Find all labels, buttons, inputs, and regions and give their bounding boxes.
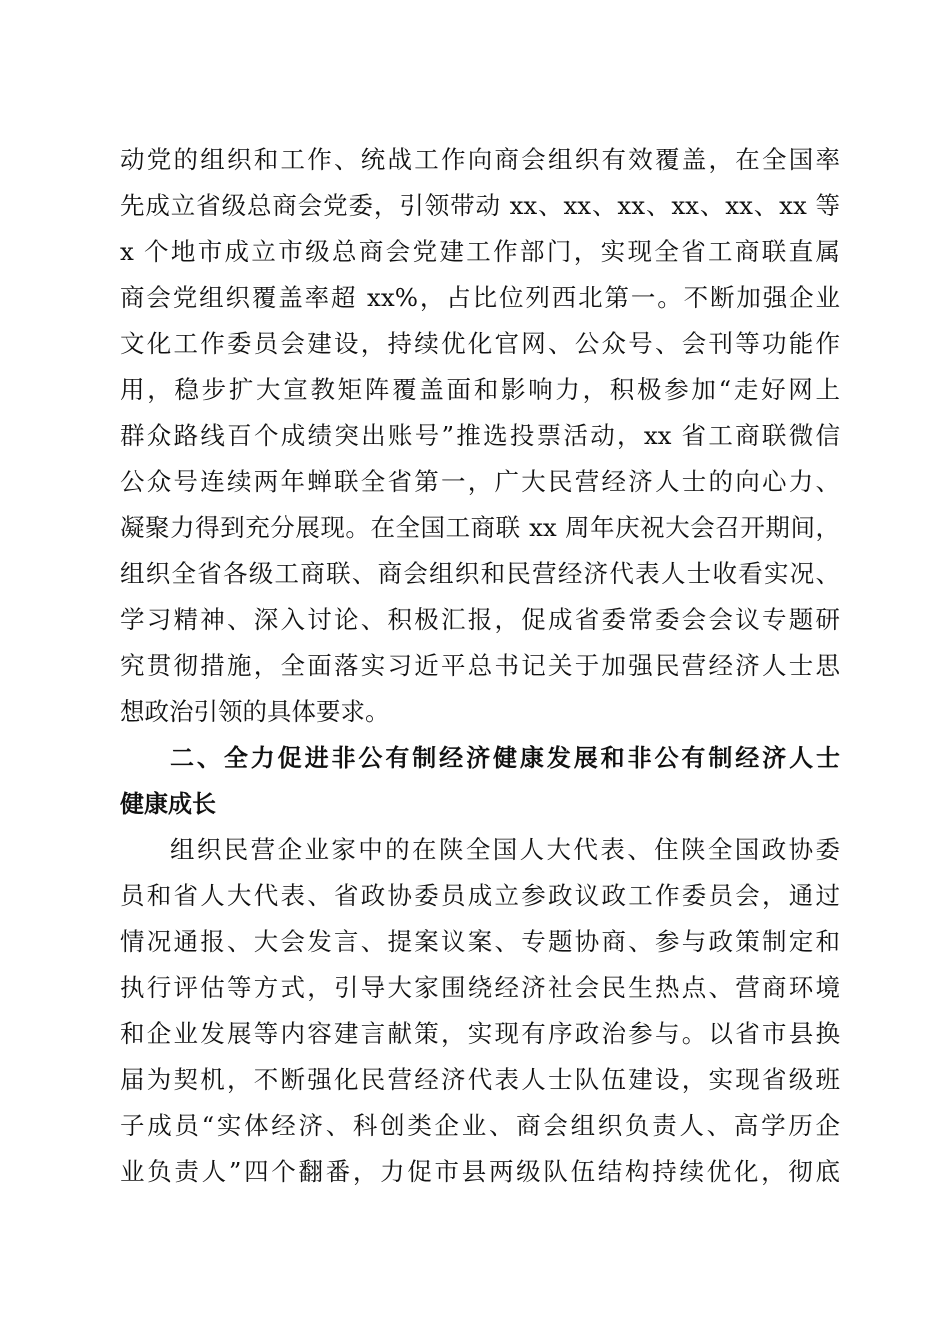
paragraph-line: x 个地市成立市级总商会党建工作部门，实现全省工商联直属 — [120, 237, 840, 266]
paragraph-line: 动党的组织和工作、统战工作向商会组织有效覆盖，在全国率 — [120, 145, 840, 174]
section-heading: 二、全力促进非公有制经济健康发展和非公有制经济人士 — [170, 744, 840, 772]
paragraph-line: 和企业发展等内容建言献策，实现有序政治参与。以省市县换 — [120, 1019, 840, 1048]
paragraph-line: 用，稳步扩大宣教矩阵覆盖面和影响力，积极参加“走好网上 — [120, 375, 840, 404]
paragraph-line: 学习精神、深入讨论、积极汇报，促成省委常委会会议专题研 — [120, 605, 840, 634]
paragraph-line: 文化工作委员会建设，持续优化官网、公众号、会刊等功能作 — [120, 329, 840, 358]
paragraph-line: 商会党组织覆盖率超 xx%，占比位列西北第一。不断加强企业 — [120, 283, 840, 312]
paragraph-line: 群众路线百个成绩突出账号”推选投票活动，xx 省工商联微信 — [120, 421, 840, 450]
paragraph-line: 组织民营企业家中的在陕全国人大代表、住陕全国政协委 — [170, 835, 840, 864]
paragraph-line: 公众号连续两年蝉联全省第一，广大民营经济人士的向心力、 — [120, 467, 840, 496]
paragraph-line: 究贯彻措施，全面落实习近平总书记关于加强民营经济人士思 — [120, 651, 840, 680]
paragraph-line: 先成立省级总商会党委，引领带动 xx、xx、xx、xx、xx、xx 等 — [120, 191, 840, 220]
paragraph-line: 情况通报、大会发言、提案议案、专题协商、参与政策制定和 — [120, 927, 840, 956]
paragraph-line: 子成员“实体经济、科创类企业、商会组织负责人、高学历企 — [120, 1111, 840, 1140]
paragraph-line: 执行评估等方式，引导大家围绕经济社会民生热点、营商环境 — [120, 973, 840, 1002]
paragraph-line: 员和省人大代表、省政协委员成立参政议政工作委员会，通过 — [120, 881, 840, 910]
paragraph-line: 想政治引领的具体要求。 — [120, 697, 390, 726]
paragraph-line: 组织全省各级工商联、商会组织和民营经济代表人士收看实况、 — [120, 559, 840, 588]
paragraph-line: 届为契机，不断强化民营经济代表人士队伍建设，实现省级班 — [120, 1065, 840, 1094]
paragraph-line: 业负责人”四个翻番，力促市县两级队伍结构持续优化，彻底 — [120, 1157, 840, 1186]
section-heading: 健康成长 — [120, 790, 216, 818]
paragraph-line: 凝聚力得到充分展现。在全国工商联 xx 周年庆祝大会召开期间， — [120, 513, 840, 542]
